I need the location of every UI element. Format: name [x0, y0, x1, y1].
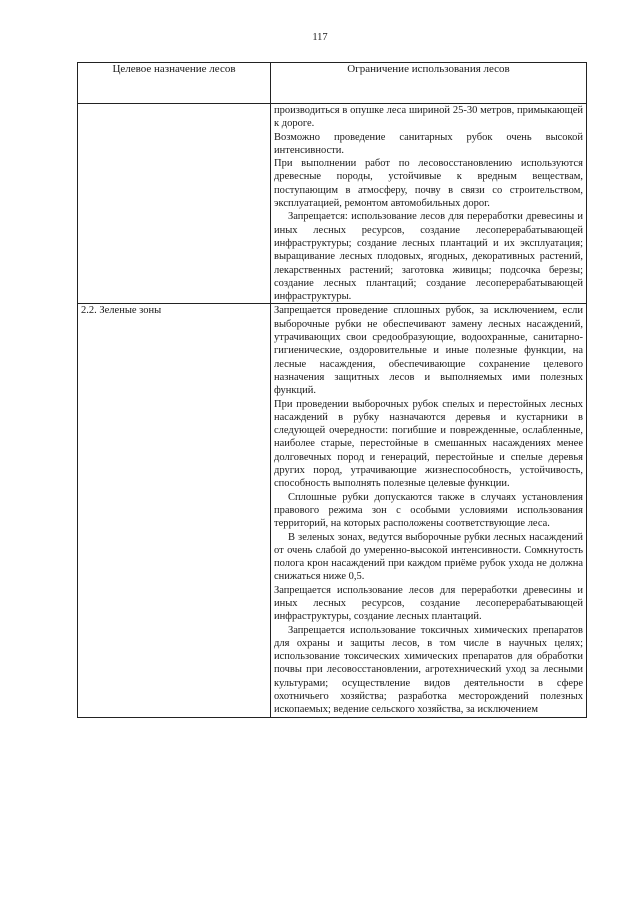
- table-row: [78, 104, 587, 304]
- restrictions-cell: [271, 104, 587, 304]
- restriction-paragraph: Запрещается: использование лесов для переработки древесины и иных лесных ресурсов, создание лесоперерабатывающей инфраструктуры; создание лесных плантаций и их эксплуатация; выращивание лесных плодовых, ягодных, декоративных растений, лекарственных растений; заготовка живицы; подсочка березы; создание лесных плантаций; создание лесоперерабатывающей инфраструктуры.: [274, 211, 583, 303]
- zone-cell: [78, 104, 271, 304]
- forest-restrictions-table: [77, 62, 587, 718]
- page-number: 117: [312, 32, 328, 43]
- header-usage-restrictions: Ограничение использования лесов: [271, 63, 587, 104]
- zone-cell: 2.2. Зеленые зоны: [78, 304, 271, 717]
- restriction-paragraph: При выполнении работ по лесовосстановлению используются древесные породы, устойчивые к вредным веществам, поступающим в атмосферу, почву в связи со строительством, эксплуатацией, ремонтом автомобильных дорог.: [274, 158, 583, 210]
- restriction-paragraph: Запрещается использование лесов для переработки древесины и иных лесных ресурсов, создание лесоперерабатывающей инфраструктуры, создание лесных плантаций.: [274, 584, 583, 623]
- restriction-paragraph: Запрещается использование токсичных химических препаратов для охраны и защиты лесов, в том числе в научных целях; использование токсических химических препаратов для обработки почвы при лесовосстановлении, агротехнический уход за лесными культурами; осуществление видов деятельности в сфере охотничьего хозяйства; разработка месторождений полезных ископаемых; ведение сельского хозяйства, за исключением: [274, 624, 583, 716]
- restriction-paragraph: При проведении выборочных рубок спелых и перестойных лесных насаждений в рубку назначаются деревья и кустарники в следующей очередности: погибшие и поврежденные, ослабленные, наиболее старые, перестойные в смешанных насаждениях менее долговечных пород и генераций, перестойные и спелые деревья других пород, утрачивающие жизнеспособность, устойчивость, способность выполнять полезные целевые функции.: [274, 398, 583, 490]
- restriction-paragraph: Сплошные рубки допускаются также в случаях установления правового режима зон с особыми условиями использования территорий, на которых расположены соответствующие леса.: [274, 491, 583, 530]
- table-body: [78, 104, 587, 718]
- restriction-paragraph: Запрещается проведение сплошных рубок, за исключением, если выборочные рубки не обеспечивают замену лесных насаждений, утрачивающих свои средообразующие, водоохранные, санитарно-гигиенические, оздоровительные и иные полезные функции, на лесные насаждения, обеспечивающие сохранение целевого назначения защитных лесов и выполняемых ими полезных функций.: [274, 305, 583, 397]
- restriction-paragraph: Возможно проведение санитарных рубок очень высокой интенсивности.: [274, 131, 583, 156]
- restriction-paragraph: В зеленых зонах, ведутся выборочные рубки лесных насаждений от очень слабой до умеренно-высокой интенсивности. Сомкнутость полога крон насаждений при каждом приёме рубок ухода не должна снижаться ниже 0,5.: [274, 531, 583, 583]
- table-header-row: [78, 63, 587, 104]
- header-forest-purpose: Целевое назначение лесов: [78, 63, 271, 104]
- table-row: [78, 304, 587, 717]
- restrictions-cell: [271, 304, 587, 717]
- restriction-paragraph: производиться в опушке леса шириной 25-30 метров, примыкающей к дороге.: [274, 105, 583, 130]
